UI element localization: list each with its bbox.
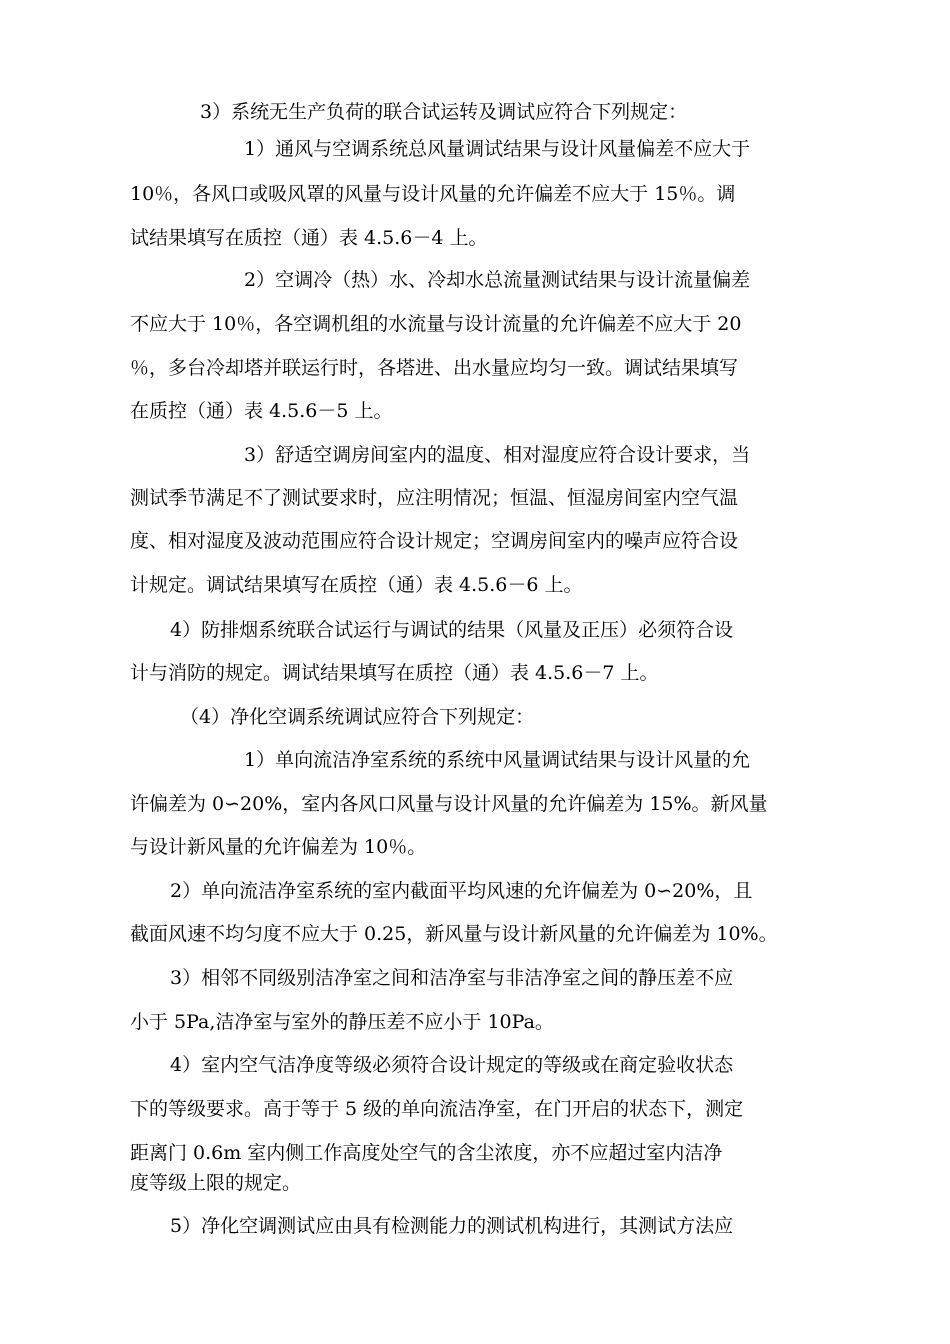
text-line: 10％，各风口或吸风罩的风量与设计风量的允许偏差不应大于 15％。调 bbox=[130, 183, 736, 205]
text-line: 许偏差为 0∽20%，室内各风口风量与设计风量的允许偏差为 15%。新风量 bbox=[130, 793, 768, 815]
text-line: 3）系统无生产负荷的联合试运转及调试应符合下列规定： bbox=[200, 101, 688, 123]
text-line: 计与消防的规定。调试结果填写在质控（通）表 4.5.6－7 上。 bbox=[130, 662, 659, 684]
text-line: 截面风速不均匀度不应大于 0.25，新风量与设计新风量的允许偏差为 10%。 bbox=[130, 923, 778, 945]
text-line: 4）防排烟系统联合试运行与调试的结果（风量及正压）必须符合设 bbox=[170, 619, 734, 641]
text-line: 2）空调冷（热）水、冷却水总流量测试结果与设计流量偏差 bbox=[244, 269, 751, 291]
text-line: 在质控（通）表 4.5.6－5 上。 bbox=[130, 400, 393, 422]
text-line: 1）通风与空调系统总风量调试结果与设计风量偏差不应大于 bbox=[244, 138, 751, 160]
text-line: 与设计新风量的允许偏差为 10％。 bbox=[130, 836, 427, 858]
text-line: 小于 5Pa,洁净室与室外的静压差不应小于 10Pa。 bbox=[130, 1011, 554, 1033]
text-line: 测试季节满足不了测试要求时，应注明情况；恒温、恒湿房间室内空气温 bbox=[130, 487, 739, 509]
text-line: 不应大于 10％，各空调机组的水流量与设计流量的允许偏差不应大于 20 bbox=[130, 313, 742, 335]
text-line: ％，多台冷却塔并联运行时，各塔进、出水量应均匀一致。调试结果填写 bbox=[130, 357, 739, 379]
text-line: 距离门 0.6m 室内侧工作高度处空气的含尘浓度，亦不应超过室内洁净 bbox=[130, 1142, 723, 1164]
text-line: 度等级上限的规定。 bbox=[130, 1172, 302, 1194]
text-line: 3）舒适空调房间室内的温度、相对湿度应符合设计要求，当 bbox=[244, 444, 751, 466]
text-line: 1）单向流洁净室系统的系统中风量调试结果与设计风量的允 bbox=[244, 749, 751, 771]
text-line: 5）净化空调测试应由具有检测能力的测试机构进行，其测试方法应 bbox=[170, 1215, 734, 1237]
text-line: 4）室内空气洁净度等级必须符合设计规定的等级或在商定验收状态 bbox=[170, 1054, 734, 1076]
text-line: 下的等级要求。高于等于 5 级的单向流洁净室，在门开启的状态下，测定 bbox=[130, 1098, 744, 1120]
section-heading: （4）净化空调系统调试应符合下列规定： bbox=[180, 706, 535, 728]
text-line: 试结果填写在质控（通）表 4.5.6－4 上。 bbox=[130, 227, 488, 249]
text-line: 3）相邻不同级别洁净室之间和洁净室与非洁净室之间的静压差不应 bbox=[170, 967, 734, 989]
text-line: 计规定。调试结果填写在质控（通）表 4.5.6－6 上。 bbox=[130, 574, 583, 596]
text-line: 度、相对湿度及波动范围应符合设计规定；空调房间室内的噪声应符合设 bbox=[130, 530, 739, 552]
text-line: 2）单向流洁净室系统的室内截面平均风速的允许偏差为 0∽20%，且 bbox=[170, 880, 753, 902]
